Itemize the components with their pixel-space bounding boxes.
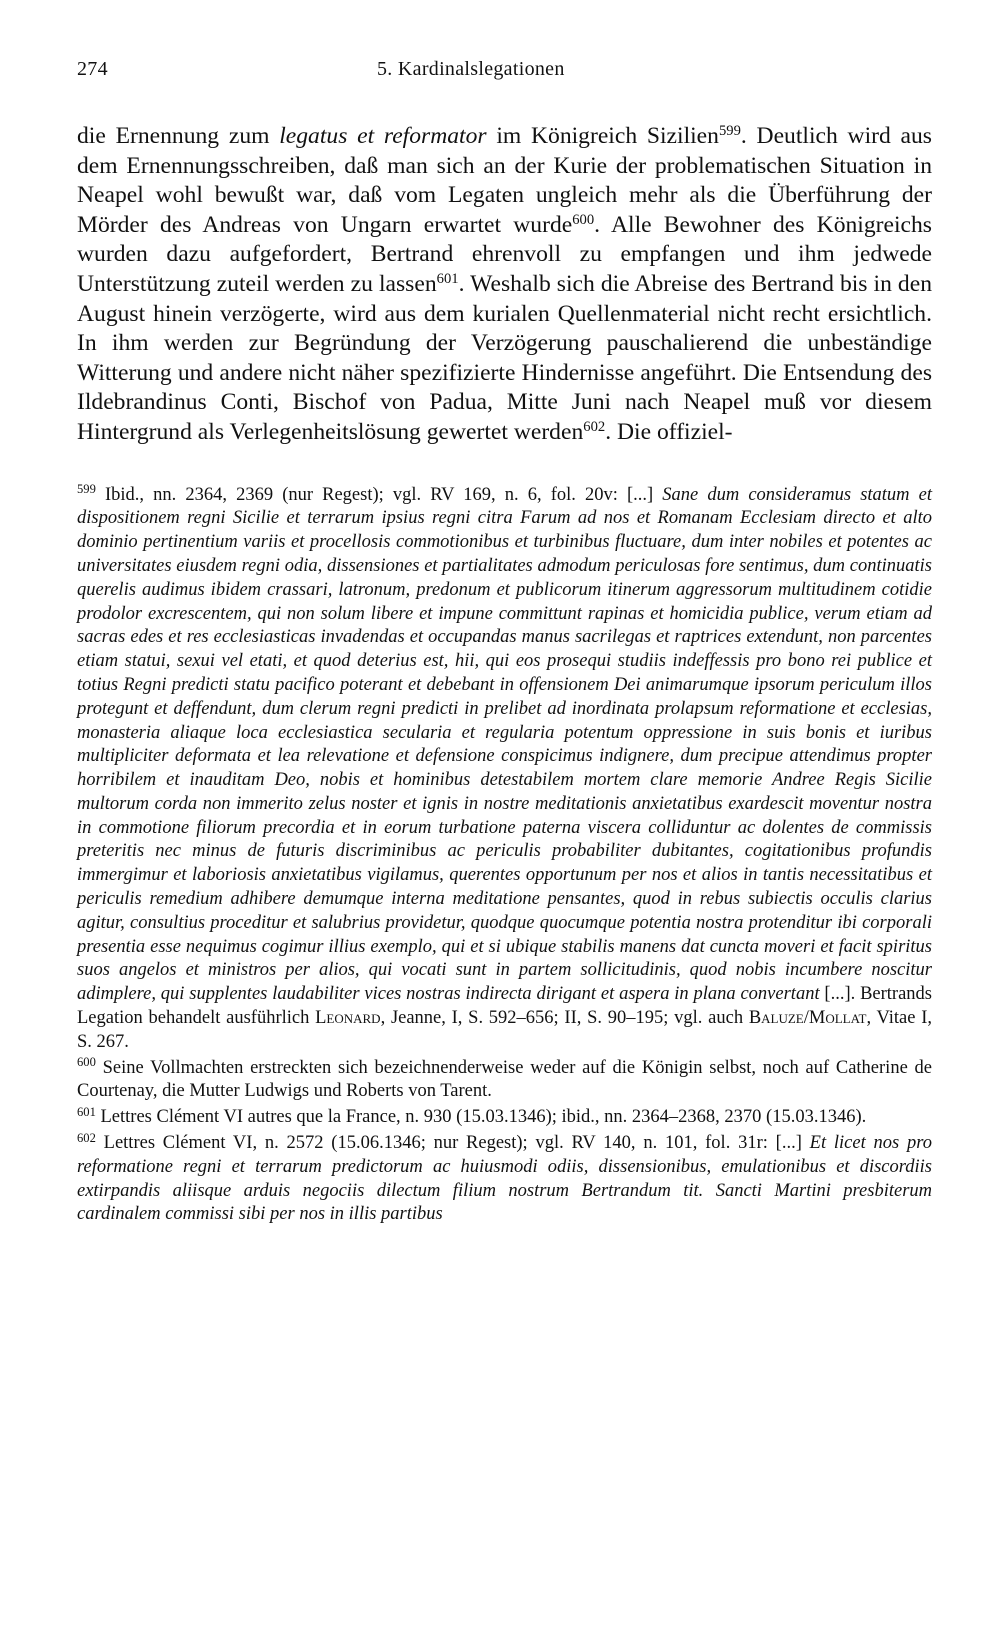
footnote-text: [...]. Bertrands Legation behandelt ausführlich [77, 984, 933, 1029]
footnote-599 [77, 484, 932, 1055]
body-text-segment: . Deutlich wird aus dem Ernennungsschreiben, daß man sich an der Kurie der problematischen Situation in Neapel wohl bewußt war, daß vom Legaten ungleich mehr als die Überführung der Mörder des Andreas von Ungarn erwartet wurde [77, 123, 932, 238]
footnotes [77, 484, 932, 1228]
footnote-text: Seine Vollmachten erstreckten sich bezeichnenderweise weder auf die Königin selbst, noch auf Catherine de Courtenay, die Mutter Ludwigs und Roberts von Tarent. [77, 1057, 932, 1102]
footnote-marker: 602 [77, 1130, 96, 1145]
footnote-text: Ibid., nn. 2364, 2369 (nur Regest); vgl. RV 169, n. 6, fol. 20v: [...] [95, 484, 663, 505]
body-text-segment: die Ernennung zum [77, 123, 280, 149]
chapter-title: 5. Kardinalslegationen [377, 58, 565, 80]
author-name: Leonard [315, 1008, 381, 1029]
footnote-602 [77, 1132, 932, 1227]
body-text-segment: im Königreich Sizilien [486, 123, 719, 149]
body-text-segment: . Alle Bewohner des Königreichs wurden dazu aufgefordert, Bertrand ehrenvoll zu empfangen und ihm jedwede Unterstützung zuteil werden zu lassen [77, 211, 932, 297]
footnote-text: , Jeanne, I, S. 592–656; II, S. 90–195; vgl. auch [380, 1008, 749, 1029]
footnote-reference: 602 [583, 418, 606, 435]
main-text [77, 122, 932, 448]
footnote-marker: 601 [77, 1104, 96, 1119]
latin-quotation: Et licet nos pro reformatione regni et terrarum predictorum ac huiusmodi odiis, dissensionibus, emulationibus et discordiis extirpandis aliisque arduis negociis dilectum filium nostrum Bertrandum tit. Sancti Martini presbiterum cardinalem commissi sibi per nos in illis partibus [77, 1133, 932, 1225]
footnote-text: Lettres Clément VI autres que la France, n. 930 (15.03.1346); ibid., nn. 2364–2368, 2370 (15.03.1346). [95, 1107, 867, 1128]
body-text-segment: . Weshalb sich die Abreise des Bertrand bis in den August hinein verzögerte, wird aus dem kurialen Quellenmaterial nicht recht ersichtlich. In ihm werden zur Begründung der Verzögerung pauschalierend die unbeständige Witterung und andere nicht näher spezifizierte Hindernisse angeführt. Die Entsendung des Ildebrandinus Conti, Bischof von Padua, Mitte Juni nach Neapel muß vor diesem Hintergrund als Verlegenheitslösung gewertet werden [77, 270, 932, 445]
footnote-text: Lettres Clément VI, n. 2572 (15.06.1346; nur Regest); vgl. RV 140, n. 101, fol. 31r: [...] [95, 1133, 810, 1154]
footnote-reference: 600 [572, 211, 595, 228]
latin-quotation: Sane dum consideramus statum et dispositionem regni Sicilie et terrarum ipsius regni citra Farum ad nos et Romanam Ecclesiam directo et alto dominio pertinentium variis et procellosis commotionibus et turbinibus fluctuare, dum inter nobiles et potentes ac universitates eiusdem regni odia, dissensiones et partialitates admodum periculosas fore sentimus, dum continuatis querelis audimus ibidem crassari, latronum, predonum et publicorum itinerum aggressorum multitudinem cotidie prodolor excrescentem, qui non solum libere et impune committunt rapinas et homicidia publice, verum etiam ad sacras edes et res ecclesiasticas invadendas et occupandas manus sacrilegas et raptrices extendunt, non parcentes etiam statui, sexui vel etati, et quod deterius est, hii, qui eos prosequi studiis indeffessis pro bono rei publice et totius Regni predicti statu pacifico poterant et debebant in offensionem Dei animarumque ipsorum periculum illos protegunt et deffendunt, dum clerum regni predicti in prelibet ad inordinata prolapsum reformatione et ecclesias, monasteria aliaque loca ecclesiastica secularia et regularia potentum oppressione in suis bonis et iuribus multipliciter deformata et lea relevatione et defensione conspicimus indignere, dum precipue attendimus propter horribilem et inauditam Deo, nobis et hominibus detestabilem mortem clare memorie Andree Regis Sicilie multorum corda non immerito zelus noster et ignis in nostre meditationis anxietatibus exardescit moventur nostra in commotione filiorum precordia et in eorum turbatione paterna viscera colliduntur ac dolentes de commissis preteritis nec minus de futuris discriminibus ac periculis probabiliter dubitantes, cogitationibus profundis immergimur et laboriosis anxietatibus vigilamus, querentes opportunum per nos et alios in tantis necessitatibus et periculis remedium adhibere demumque interna meditatione pensantes, quod in rebus subiectis occulis clarius agitur, consultius proceditur et salubrius providetur, quodque quocumque potentia nostra protenditur ibi corporali presentia esse nequimus cogimur illius exemplo, qui et si ubique stabilis manens dat cuncta moveri et facit spiritus suos angelos et ministros per alios, qui vocati sunt in partem sollicitudinis, quod nobis incumbere noscitur adimplere, qui supplentes laudabiliter vices nostras indirecta dirigant et aspera in plana convertant [77, 484, 932, 1005]
footnote-reference: 599 [718, 122, 741, 139]
running-head [77, 58, 932, 94]
footnote-marker: 599 [77, 482, 96, 497]
footnote-reference: 601 [436, 270, 459, 287]
footnote-601 [77, 1106, 932, 1130]
footnote-text: , Vitae I, S. 267. [77, 1008, 933, 1052]
italic-term: legatus et reformator [279, 123, 487, 149]
book-page [77, 58, 932, 1229]
footnote-marker: 600 [77, 1055, 96, 1070]
page-number: 274 [77, 58, 108, 80]
footnote-600 [77, 1057, 932, 1105]
author-name: Baluze/Mollat [748, 1008, 867, 1029]
body-text-segment: . Die offiziel- [605, 418, 733, 445]
body-paragraph [77, 122, 932, 448]
